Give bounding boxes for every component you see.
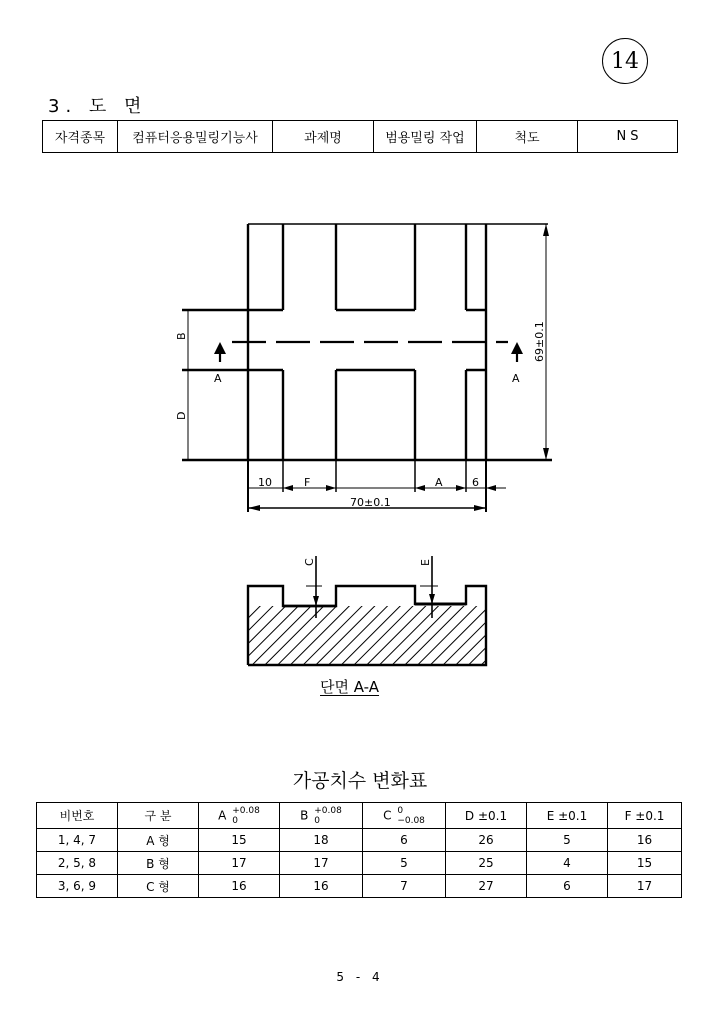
cell-a: 17 (199, 852, 280, 875)
table-title: 가공치수 변화표 (292, 770, 428, 792)
cell-d: 25 (446, 852, 527, 875)
cell-c: 6 (363, 829, 446, 852)
header-a (199, 803, 280, 829)
cell-b: 17 (280, 852, 363, 875)
section-view (248, 556, 486, 665)
section-label-left: A (214, 372, 222, 385)
dim-10: 10 (258, 476, 272, 489)
label-e: E (419, 559, 432, 566)
header-c-label: C (383, 808, 392, 822)
cell-e: 4 (527, 852, 608, 875)
table-header-row (37, 803, 682, 829)
cell-f: 15 (608, 852, 682, 875)
section-label-right: A (512, 372, 520, 385)
header-cell-task: 범용밀링 작업 (374, 121, 477, 153)
cell-c: 5 (363, 852, 446, 875)
section-caption: 단면 A-A (320, 678, 380, 696)
header-cell-scale: N S (578, 121, 678, 153)
dim-70: 70±0.1 (350, 496, 391, 509)
cell-e: 5 (527, 829, 608, 852)
header-b-label: B (300, 808, 309, 822)
label-d: D (175, 411, 188, 420)
header-d: D ±0.1 (446, 803, 527, 829)
cell-type: B 형 (118, 852, 199, 875)
dim-f: F (304, 476, 311, 489)
cell-f: 17 (608, 875, 682, 898)
cell-a: 16 (199, 875, 280, 898)
page-badge-number: 14 (611, 48, 639, 74)
page-footer: 5 - 4 (336, 970, 384, 984)
label-c: C (303, 558, 316, 566)
header-e: E ±0.1 (527, 803, 608, 829)
table-row (37, 829, 682, 852)
header-no: 비번호 (37, 803, 118, 829)
header-type: 구 분 (118, 803, 199, 829)
cell-b: 18 (280, 829, 363, 852)
cell-type: A 형 (118, 829, 199, 852)
table-row (37, 852, 682, 875)
top-view (182, 224, 552, 512)
cell-no: 1, 4, 7 (37, 829, 118, 852)
dim-69: 69±0.1 (533, 321, 546, 362)
cell-no: 3, 6, 9 (37, 875, 118, 898)
header-b (280, 803, 363, 829)
header-b-tolerance: +0.08 0 (314, 805, 342, 826)
table-row (37, 875, 682, 898)
cell-e: 6 (527, 875, 608, 898)
header-cell-subject-label: 자격종목 (43, 121, 118, 153)
cell-c: 7 (363, 875, 446, 898)
cell-b: 16 (280, 875, 363, 898)
cell-d: 27 (446, 875, 527, 898)
header-cell-task-label: 과제명 (273, 121, 374, 153)
header-f: F ±0.1 (608, 803, 682, 829)
header-c (363, 803, 446, 829)
cell-d: 26 (446, 829, 527, 852)
header-c-tolerance: 0 −0.08 (397, 805, 425, 826)
cell-a: 15 (199, 829, 280, 852)
label-b: B (175, 332, 188, 340)
dim-6: 6 (472, 476, 479, 489)
header-a-tolerance: +0.08 0 (232, 805, 260, 826)
cell-f: 16 (608, 829, 682, 852)
dim-a: A (435, 476, 443, 489)
section-title: 3. 도 면 (48, 96, 148, 117)
header-a-label: A (218, 808, 227, 822)
header-cell-subject: 컴퓨터응용밀링기능사 (118, 121, 273, 153)
cell-type: C 형 (118, 875, 199, 898)
dimension-table (36, 802, 682, 898)
header-cell-scale-label: 척도 (477, 121, 578, 153)
cell-no: 2, 5, 8 (37, 852, 118, 875)
